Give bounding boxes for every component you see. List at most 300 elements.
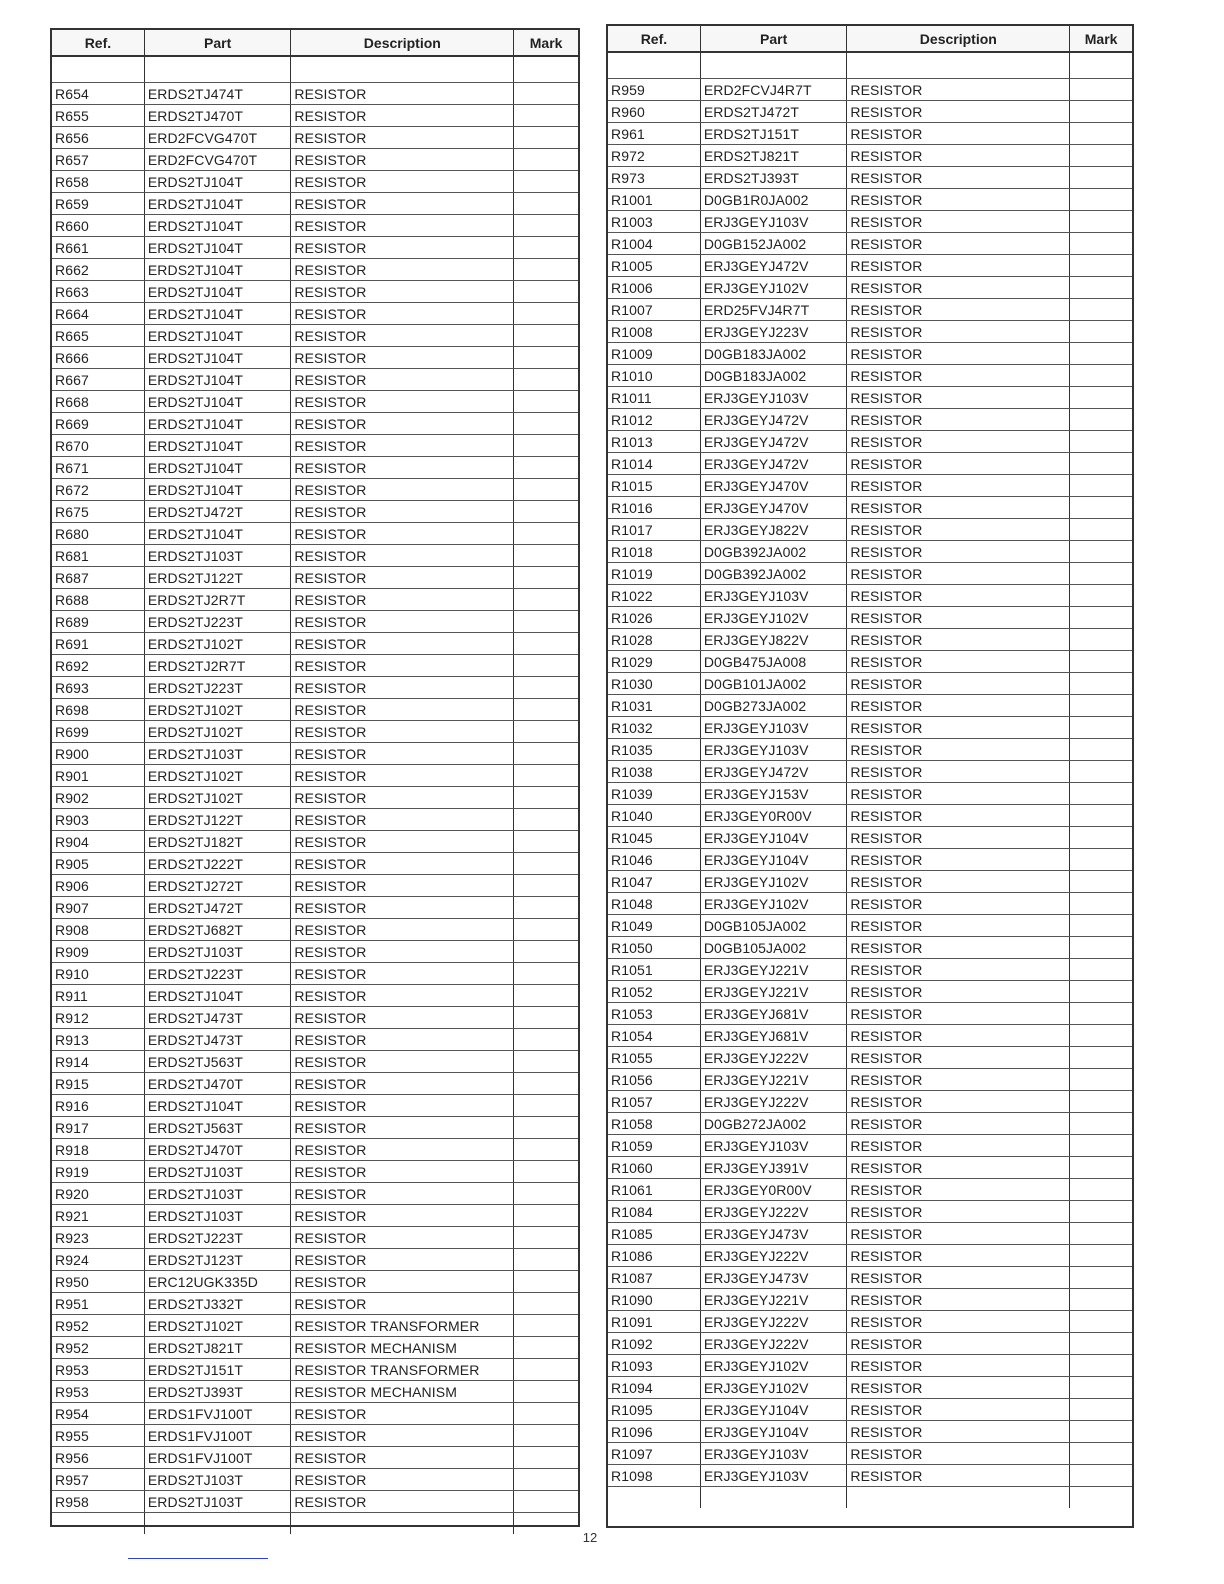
description-cell: RESISTOR xyxy=(847,937,1070,959)
ref-cell: R1049 xyxy=(608,915,700,937)
table-row xyxy=(52,545,578,567)
part-cell: ERDS2TJ2R7T xyxy=(144,589,291,611)
ref-cell: R660 xyxy=(52,215,144,237)
part-cell: ERDS2TJ393T xyxy=(144,1381,291,1403)
description-cell: RESISTOR xyxy=(291,897,514,919)
table-row xyxy=(608,321,1132,343)
mark-cell xyxy=(1070,101,1132,123)
table-row xyxy=(608,805,1132,827)
spacer-cell xyxy=(52,56,144,83)
part-cell: ERJ3GEYJ472V xyxy=(700,453,847,475)
mark-cell xyxy=(1070,79,1132,101)
table-row xyxy=(608,1465,1132,1487)
ref-cell: R672 xyxy=(52,479,144,501)
mark-cell xyxy=(514,611,578,633)
description-cell: RESISTOR xyxy=(291,413,514,435)
part-cell: ERDS2TJ103T xyxy=(144,1491,291,1513)
description-cell: RESISTOR xyxy=(847,893,1070,915)
mark-cell xyxy=(514,391,578,413)
mark-cell xyxy=(514,919,578,941)
ref-cell: R665 xyxy=(52,325,144,347)
mark-cell xyxy=(514,1315,578,1337)
table-row xyxy=(608,849,1132,871)
table-row xyxy=(52,1403,578,1425)
mark-cell xyxy=(1070,761,1132,783)
mark-cell xyxy=(1070,475,1132,497)
table-row xyxy=(608,1201,1132,1223)
table-row xyxy=(52,435,578,457)
part-cell: ERJ3GEYJ103V xyxy=(700,717,847,739)
mark-cell xyxy=(514,1051,578,1073)
mark-cell xyxy=(514,303,578,325)
mark-cell xyxy=(1070,937,1132,959)
mark-cell xyxy=(514,941,578,963)
description-cell: RESISTOR xyxy=(291,105,514,127)
table-row xyxy=(608,409,1132,431)
mark-cell xyxy=(1070,1003,1132,1025)
description-cell: RESISTOR xyxy=(847,101,1070,123)
ref-cell: R952 xyxy=(52,1337,144,1359)
ref-cell: R914 xyxy=(52,1051,144,1073)
description-cell: RESISTOR xyxy=(847,1443,1070,1465)
spacer-cell xyxy=(847,52,1070,79)
description-cell: RESISTOR xyxy=(847,431,1070,453)
mark-cell xyxy=(514,1117,578,1139)
part-cell: ERJ3GEYJ104V xyxy=(700,849,847,871)
ref-cell: R667 xyxy=(52,369,144,391)
description-cell: RESISTOR xyxy=(291,281,514,303)
ref-cell: R689 xyxy=(52,611,144,633)
description-cell: RESISTOR xyxy=(847,651,1070,673)
ref-cell: R1090 xyxy=(608,1289,700,1311)
ref-cell: R919 xyxy=(52,1161,144,1183)
table-row xyxy=(608,783,1132,805)
part-cell: ERDS2TJ104T xyxy=(144,347,291,369)
table-row xyxy=(52,677,578,699)
table-row xyxy=(52,1161,578,1183)
description-cell: RESISTOR xyxy=(847,871,1070,893)
header-part: Part xyxy=(700,26,847,52)
mark-cell xyxy=(1070,871,1132,893)
ref-cell: R1017 xyxy=(608,519,700,541)
description-cell: RESISTOR xyxy=(847,1421,1070,1443)
table-row xyxy=(52,1293,578,1315)
description-cell: RESISTOR xyxy=(291,215,514,237)
mark-cell xyxy=(1070,255,1132,277)
table-row xyxy=(608,1179,1132,1201)
ref-cell: R973 xyxy=(608,167,700,189)
mark-cell xyxy=(1070,1201,1132,1223)
ref-cell: R1052 xyxy=(608,981,700,1003)
mark-cell xyxy=(1070,365,1132,387)
ref-cell: R1010 xyxy=(608,365,700,387)
description-cell: RESISTOR xyxy=(291,501,514,523)
table-row xyxy=(608,761,1132,783)
part-cell: ERD2FCVG470T xyxy=(144,127,291,149)
mark-cell xyxy=(514,787,578,809)
mark-cell xyxy=(1070,915,1132,937)
part-cell: ERJ3GEYJ822V xyxy=(700,629,847,651)
part-cell: ERJ3GEYJ102V xyxy=(700,607,847,629)
part-cell: ERJ3GEYJ103V xyxy=(700,387,847,409)
table-row xyxy=(52,919,578,941)
mark-cell xyxy=(1070,299,1132,321)
mark-cell xyxy=(1070,1377,1132,1399)
ref-cell: R681 xyxy=(52,545,144,567)
ref-cell: R910 xyxy=(52,963,144,985)
header-ref: Ref. xyxy=(608,26,700,52)
mark-cell xyxy=(1070,739,1132,761)
ref-cell: R1060 xyxy=(608,1157,700,1179)
table-row xyxy=(52,127,578,149)
table-row xyxy=(52,171,578,193)
part-cell: ERJ3GEYJ103V xyxy=(700,739,847,761)
description-cell: RESISTOR xyxy=(291,1007,514,1029)
mark-cell xyxy=(1070,123,1132,145)
part-cell: D0GB152JA002 xyxy=(700,233,847,255)
ref-cell: R658 xyxy=(52,171,144,193)
mark-cell xyxy=(514,1183,578,1205)
part-cell: ERDS2TJ122T xyxy=(144,567,291,589)
description-cell: RESISTOR xyxy=(291,1227,514,1249)
ref-cell: R1026 xyxy=(608,607,700,629)
description-cell: RESISTOR xyxy=(291,479,514,501)
table-row xyxy=(608,651,1132,673)
mark-cell xyxy=(1070,1113,1132,1135)
ref-cell: R1084 xyxy=(608,1201,700,1223)
ref-cell: R924 xyxy=(52,1249,144,1271)
table-row xyxy=(52,1183,578,1205)
mark-cell xyxy=(1070,585,1132,607)
ref-cell: R1019 xyxy=(608,563,700,585)
ref-cell: R1059 xyxy=(608,1135,700,1157)
ref-cell: R916 xyxy=(52,1095,144,1117)
table-row xyxy=(52,281,578,303)
table-row xyxy=(52,1249,578,1271)
description-cell: RESISTOR xyxy=(847,1179,1070,1201)
ref-cell: R662 xyxy=(52,259,144,281)
mark-cell xyxy=(514,1227,578,1249)
description-cell: RESISTOR xyxy=(291,1403,514,1425)
part-cell: ERJ3GEYJ222V xyxy=(700,1311,847,1333)
table-row xyxy=(608,1047,1132,1069)
part-cell: ERJ3GEYJ472V xyxy=(700,255,847,277)
mark-cell xyxy=(514,589,578,611)
ref-cell: R659 xyxy=(52,193,144,215)
spacer-cell xyxy=(144,56,291,83)
table-row xyxy=(608,1245,1132,1267)
ref-cell: R699 xyxy=(52,721,144,743)
spacer-cell xyxy=(700,52,847,79)
ref-cell: R1046 xyxy=(608,849,700,871)
description-cell: RESISTOR xyxy=(291,611,514,633)
description-cell: RESISTOR xyxy=(291,1271,514,1293)
description-cell: RESISTOR xyxy=(847,1355,1070,1377)
mark-cell xyxy=(514,1029,578,1051)
filler-cell xyxy=(144,1513,291,1535)
ref-cell: R663 xyxy=(52,281,144,303)
description-cell: RESISTOR xyxy=(291,237,514,259)
mark-cell xyxy=(514,743,578,765)
mark-cell xyxy=(1070,629,1132,651)
table-row xyxy=(608,563,1132,585)
mark-cell xyxy=(514,1249,578,1271)
spacer-cell xyxy=(291,56,514,83)
mark-cell xyxy=(1070,1223,1132,1245)
description-cell: RESISTOR xyxy=(291,1095,514,1117)
description-cell: RESISTOR xyxy=(847,563,1070,585)
filler-cell xyxy=(608,1487,700,1509)
ref-cell: R1005 xyxy=(608,255,700,277)
table-row xyxy=(608,915,1132,937)
table-row xyxy=(52,1425,578,1447)
ref-cell: R956 xyxy=(52,1447,144,1469)
mark-cell xyxy=(514,897,578,919)
ref-cell: R1003 xyxy=(608,211,700,233)
table-row xyxy=(52,1007,578,1029)
ref-cell: R1038 xyxy=(608,761,700,783)
mark-cell xyxy=(514,567,578,589)
mark-cell xyxy=(1070,1421,1132,1443)
part-cell: ERDS2TJ821T xyxy=(144,1337,291,1359)
ref-cell: R917 xyxy=(52,1117,144,1139)
part-cell: D0GB475JA008 xyxy=(700,651,847,673)
ref-cell: R959 xyxy=(608,79,700,101)
ref-cell: R1016 xyxy=(608,497,700,519)
part-cell: ERJ3GEYJ153V xyxy=(700,783,847,805)
part-cell: ERDS2TJ104T xyxy=(144,281,291,303)
part-cell: ERJ3GEYJ221V xyxy=(700,959,847,981)
description-cell: RESISTOR xyxy=(291,1293,514,1315)
ref-cell: R669 xyxy=(52,413,144,435)
description-cell: RESISTOR xyxy=(291,1117,514,1139)
part-cell: ERDS2TJ470T xyxy=(144,105,291,127)
part-cell: ERDS2TJ563T xyxy=(144,1051,291,1073)
parts-table-right xyxy=(608,26,1132,1508)
mark-cell xyxy=(1070,431,1132,453)
table-row xyxy=(608,1069,1132,1091)
ref-cell: R1092 xyxy=(608,1333,700,1355)
part-cell: ERDS2TJ151T xyxy=(700,123,847,145)
mark-cell xyxy=(514,1359,578,1381)
description-cell: RESISTOR xyxy=(847,541,1070,563)
description-cell: RESISTOR xyxy=(847,453,1070,475)
table-row xyxy=(608,365,1132,387)
ref-cell: R1094 xyxy=(608,1377,700,1399)
description-cell: RESISTOR xyxy=(847,1069,1070,1091)
part-cell: ERDS2TJ104T xyxy=(144,259,291,281)
description-cell: RESISTOR xyxy=(291,545,514,567)
part-cell: D0GB183JA002 xyxy=(700,365,847,387)
part-cell: ERJ3GEYJ104V xyxy=(700,827,847,849)
filler-cell xyxy=(700,1487,847,1509)
table-row xyxy=(608,959,1132,981)
ref-cell: R664 xyxy=(52,303,144,325)
ref-cell: R920 xyxy=(52,1183,144,1205)
table-row xyxy=(608,167,1132,189)
part-cell: ERJ3GEYJ104V xyxy=(700,1421,847,1443)
part-cell: D0GB272JA002 xyxy=(700,1113,847,1135)
ref-cell: R1061 xyxy=(608,1179,700,1201)
mark-cell xyxy=(514,985,578,1007)
table-row xyxy=(608,101,1132,123)
ref-cell: R1048 xyxy=(608,893,700,915)
part-cell: ERDS1FVJ100T xyxy=(144,1447,291,1469)
filler-cell xyxy=(1070,1487,1132,1509)
part-cell: ERDS2TJ122T xyxy=(144,809,291,831)
ref-cell: R957 xyxy=(52,1469,144,1491)
ref-cell: R960 xyxy=(608,101,700,123)
table-row xyxy=(52,941,578,963)
part-cell: ERDS2TJ104T xyxy=(144,413,291,435)
table-row xyxy=(608,497,1132,519)
mark-cell xyxy=(514,149,578,171)
table-row xyxy=(52,1051,578,1073)
ref-cell: R1085 xyxy=(608,1223,700,1245)
table-row xyxy=(52,1271,578,1293)
table-row xyxy=(52,105,578,127)
part-cell: ERDS2TJ472T xyxy=(144,897,291,919)
part-cell: ERJ3GEYJ222V xyxy=(700,1245,847,1267)
table-row xyxy=(52,699,578,721)
table-row xyxy=(52,501,578,523)
ref-cell: R1029 xyxy=(608,651,700,673)
mark-cell xyxy=(514,105,578,127)
mark-cell xyxy=(1070,827,1132,849)
ref-cell: R698 xyxy=(52,699,144,721)
table-row xyxy=(52,963,578,985)
table-row xyxy=(52,787,578,809)
mark-cell xyxy=(1070,1245,1132,1267)
description-cell: RESISTOR xyxy=(847,299,1070,321)
table-row xyxy=(52,1337,578,1359)
mark-cell xyxy=(514,369,578,391)
mark-cell xyxy=(514,853,578,875)
ref-cell: R1001 xyxy=(608,189,700,211)
ref-cell: R972 xyxy=(608,145,700,167)
mark-cell xyxy=(1070,783,1132,805)
description-cell: RESISTOR xyxy=(291,127,514,149)
part-cell: ERD2FCVJ4R7T xyxy=(700,79,847,101)
part-cell: ERDS2TJ332T xyxy=(144,1293,291,1315)
part-cell: D0GB101JA002 xyxy=(700,673,847,695)
part-cell: ERJ3GEYJ681V xyxy=(700,1003,847,1025)
description-cell: RESISTOR xyxy=(291,1249,514,1271)
part-cell: ERJ3GEYJ102V xyxy=(700,1355,847,1377)
ref-cell: R1054 xyxy=(608,1025,700,1047)
description-cell: RESISTOR xyxy=(291,347,514,369)
description-cell: RESISTOR xyxy=(847,343,1070,365)
spacer-cell xyxy=(1070,52,1132,79)
ref-cell: R687 xyxy=(52,567,144,589)
ref-cell: R961 xyxy=(608,123,700,145)
part-cell: ERJ3GEYJ221V xyxy=(700,981,847,1003)
part-cell: ERDS2TJ104T xyxy=(144,171,291,193)
table-row xyxy=(608,1135,1132,1157)
table-row xyxy=(52,589,578,611)
table-row xyxy=(52,215,578,237)
mark-cell xyxy=(514,215,578,237)
part-cell: ERDS2TJ102T xyxy=(144,765,291,787)
mark-cell xyxy=(514,171,578,193)
part-cell: ERJ3GEYJ222V xyxy=(700,1201,847,1223)
table-row xyxy=(608,1355,1132,1377)
part-cell: ERDS2TJ563T xyxy=(144,1117,291,1139)
description-cell: RESISTOR MECHANISM xyxy=(291,1381,514,1403)
part-cell: ERJ3GEYJ222V xyxy=(700,1333,847,1355)
part-cell: ERJ3GEYJ103V xyxy=(700,211,847,233)
mark-cell xyxy=(1070,321,1132,343)
description-cell: RESISTOR xyxy=(291,721,514,743)
ref-cell: R1009 xyxy=(608,343,700,365)
ref-cell: R1022 xyxy=(608,585,700,607)
description-cell: RESISTOR xyxy=(847,1333,1070,1355)
description-cell: RESISTOR xyxy=(847,1223,1070,1245)
description-cell: RESISTOR TRANSFORMER xyxy=(291,1315,514,1337)
description-cell: RESISTOR xyxy=(847,1135,1070,1157)
part-cell: ERDS2TJ223T xyxy=(144,677,291,699)
description-cell: RESISTOR xyxy=(847,79,1070,101)
mark-cell xyxy=(1070,145,1132,167)
ref-cell: R904 xyxy=(52,831,144,853)
header-description: Description xyxy=(291,30,514,56)
description-cell: RESISTOR xyxy=(291,655,514,677)
part-cell: ERDS2TJ223T xyxy=(144,963,291,985)
table-row xyxy=(52,1205,578,1227)
mark-cell xyxy=(1070,1179,1132,1201)
part-cell: ERDS2TJ123T xyxy=(144,1249,291,1271)
mark-cell xyxy=(514,809,578,831)
mark-cell xyxy=(1070,519,1132,541)
description-cell: RESISTOR xyxy=(847,717,1070,739)
part-cell: ERDS2TJ102T xyxy=(144,787,291,809)
mark-cell xyxy=(514,259,578,281)
table-row xyxy=(52,809,578,831)
description-cell: RESISTOR xyxy=(847,959,1070,981)
ref-cell: R1047 xyxy=(608,871,700,893)
ref-cell: R950 xyxy=(52,1271,144,1293)
ref-cell: R1096 xyxy=(608,1421,700,1443)
ref-cell: R903 xyxy=(52,809,144,831)
table-row xyxy=(608,519,1132,541)
ref-cell: R901 xyxy=(52,765,144,787)
ref-cell: R1057 xyxy=(608,1091,700,1113)
mark-cell xyxy=(514,1491,578,1513)
part-cell: ERDS2TJ223T xyxy=(144,1227,291,1249)
part-cell: ERDS2TJ472T xyxy=(144,501,291,523)
part-cell: ERDS2TJ470T xyxy=(144,1073,291,1095)
ref-cell: R1056 xyxy=(608,1069,700,1091)
mark-cell xyxy=(1070,805,1132,827)
description-cell: RESISTOR xyxy=(291,919,514,941)
description-cell: RESISTOR xyxy=(847,189,1070,211)
description-cell: RESISTOR xyxy=(847,1245,1070,1267)
ref-cell: R1011 xyxy=(608,387,700,409)
description-cell: RESISTOR xyxy=(847,365,1070,387)
table-row xyxy=(608,233,1132,255)
parts-list-right xyxy=(606,24,1134,1528)
part-cell: ERJ3GEYJ473V xyxy=(700,1267,847,1289)
mark-cell xyxy=(1070,1465,1132,1487)
table-row xyxy=(52,1315,578,1337)
mark-cell xyxy=(514,347,578,369)
table-row xyxy=(52,303,578,325)
part-cell: ERDS2TJ103T xyxy=(144,1205,291,1227)
mark-cell xyxy=(514,193,578,215)
description-cell: RESISTOR xyxy=(291,1425,514,1447)
description-cell: RESISTOR xyxy=(291,369,514,391)
mark-cell xyxy=(1070,1289,1132,1311)
